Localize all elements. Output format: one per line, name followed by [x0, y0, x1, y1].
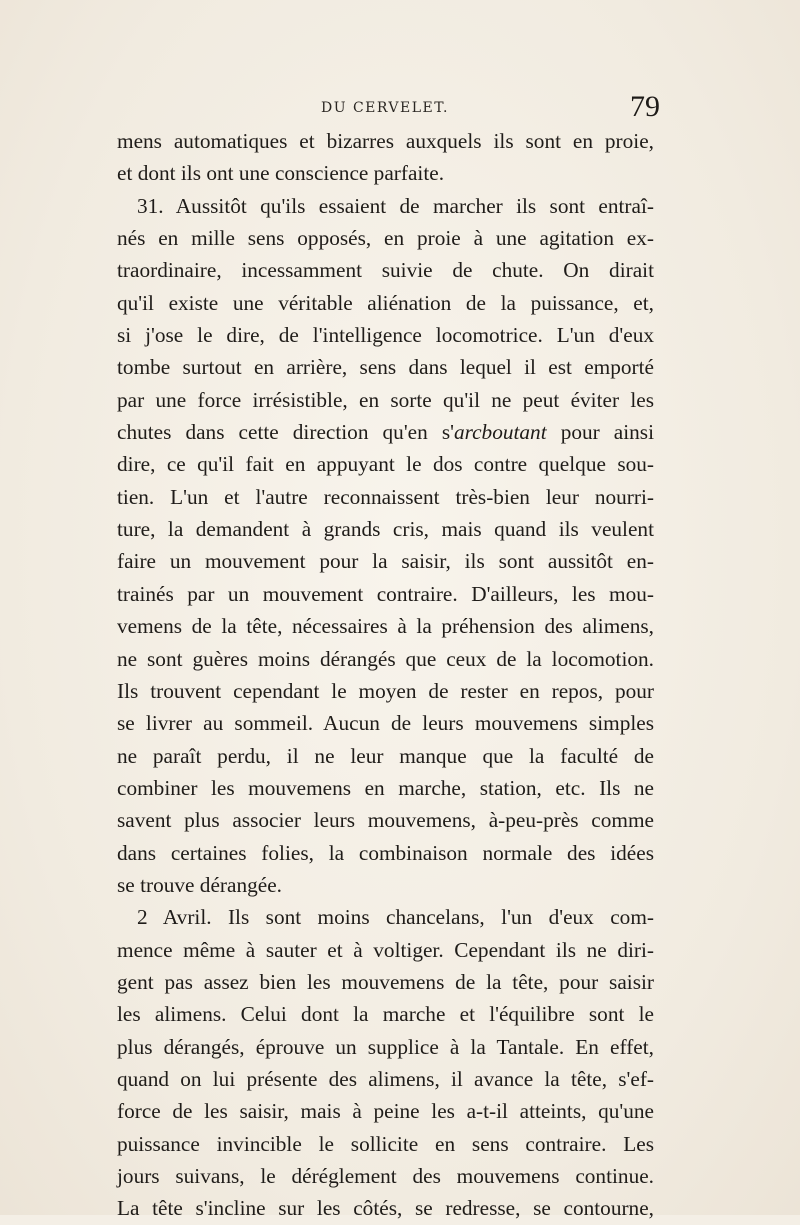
text-line: mence même à sauter et à voltiger. Cependant ils ne diri-: [117, 937, 654, 962]
text-line: nés en mille sens opposés, en proie à une agitation ex-: [117, 226, 654, 251]
text-segment: pour ainsi: [546, 420, 655, 445]
text-line: combiner les mouvemens en marche, station, etc. Ils ne: [117, 775, 654, 800]
text-line: tombe surtout en arrière, sens dans lequel il est emporté: [117, 355, 654, 380]
text-line: si j'ose le dire, de l'intelligence locomotrice. L'un d'eux: [117, 323, 654, 348]
text-line: plus dérangés, éprouve un supplice à la Tantale. En effet,: [117, 1034, 654, 1059]
text-line: trainés par un mouvement contraire. D'ailleurs, les mou-: [117, 581, 654, 606]
text-line: 2 Avril. Ils sont moins chancelans, l'un d'eux com-: [137, 905, 654, 930]
text-line: par une force irrésistible, en sorte qu'il ne peut éviter les: [117, 387, 654, 412]
text-line: Ils trouvent cependant le moyen de rester en repos, pour: [117, 678, 654, 703]
text-line: gent pas assez bien les mouvemens de la tête, pour saisir: [117, 969, 654, 994]
text-line: [117, 416, 654, 448]
text-line: ture, la demandent à grands cris, mais quand ils veulent: [117, 517, 654, 542]
text-line: puissance invincible le sollicite en sens contraire. Les: [117, 1131, 654, 1156]
text-line: qu'il existe une véritable aliénation de la puissance, et,: [117, 290, 654, 315]
text-line: traordinaire, incessamment suivie de chute. On dirait: [117, 258, 654, 283]
text-line: faire un mouvement pour la saisir, ils sont aussitôt en-: [117, 549, 654, 574]
page-header: [110, 90, 660, 126]
text-line: quand on lui présente des alimens, il avance la tête, s'ef-: [117, 1066, 654, 1091]
text-line: savent plus associer leurs mouvemens, à-peu-près comme: [117, 808, 654, 833]
text-line: et dont ils ont une conscience parfaite.: [117, 161, 445, 186]
text-line: 31. Aussitôt qu'ils essaient de marcher ils sont entraî-: [137, 193, 654, 218]
body-text: [117, 125, 654, 1225]
text-line: se livrer au sommeil. Aucun de leurs mouvemens simples: [117, 711, 654, 736]
text-line: ne sont guères moins dérangés que ceux de la locomotion.: [117, 646, 654, 671]
text-line: jours suivans, le déréglement des mouvemens continue.: [117, 1164, 654, 1188]
text-line: tien. L'un et l'autre reconnaissent très-bien leur nourri-: [117, 484, 654, 509]
text-line: mens automatiques et bizarres auxquels ils sont en proie,: [117, 129, 654, 153]
text-line: force de les saisir, mais à peine les a-t-il atteints, qu'une: [117, 1099, 654, 1124]
text-line: les alimens. Celui dont la marche et l'équilibre sont le: [117, 1002, 654, 1027]
page-number: 79: [630, 90, 660, 123]
text-line: dans certaines folies, la combinaison normale des idées: [117, 840, 654, 865]
running-head: DU CERVELET.: [320, 100, 450, 116]
italic-term: arcboutant: [453, 420, 547, 445]
text-line: dire, ce qu'il fait en appuyant le dos contre quelque sou-: [117, 452, 654, 477]
text-line: ne paraît perdu, il ne leur manque que la faculté de: [117, 743, 654, 768]
text-segment: chutes dans cette direction qu'en s': [117, 420, 454, 445]
text-line: se trouve dérangée.: [117, 872, 282, 897]
text-line: La tête s'incline sur les côtés, se redresse, se contourne,: [117, 1196, 654, 1221]
text-line: vemens de la tête, nécessaires à la préhension des alimens,: [117, 614, 654, 639]
